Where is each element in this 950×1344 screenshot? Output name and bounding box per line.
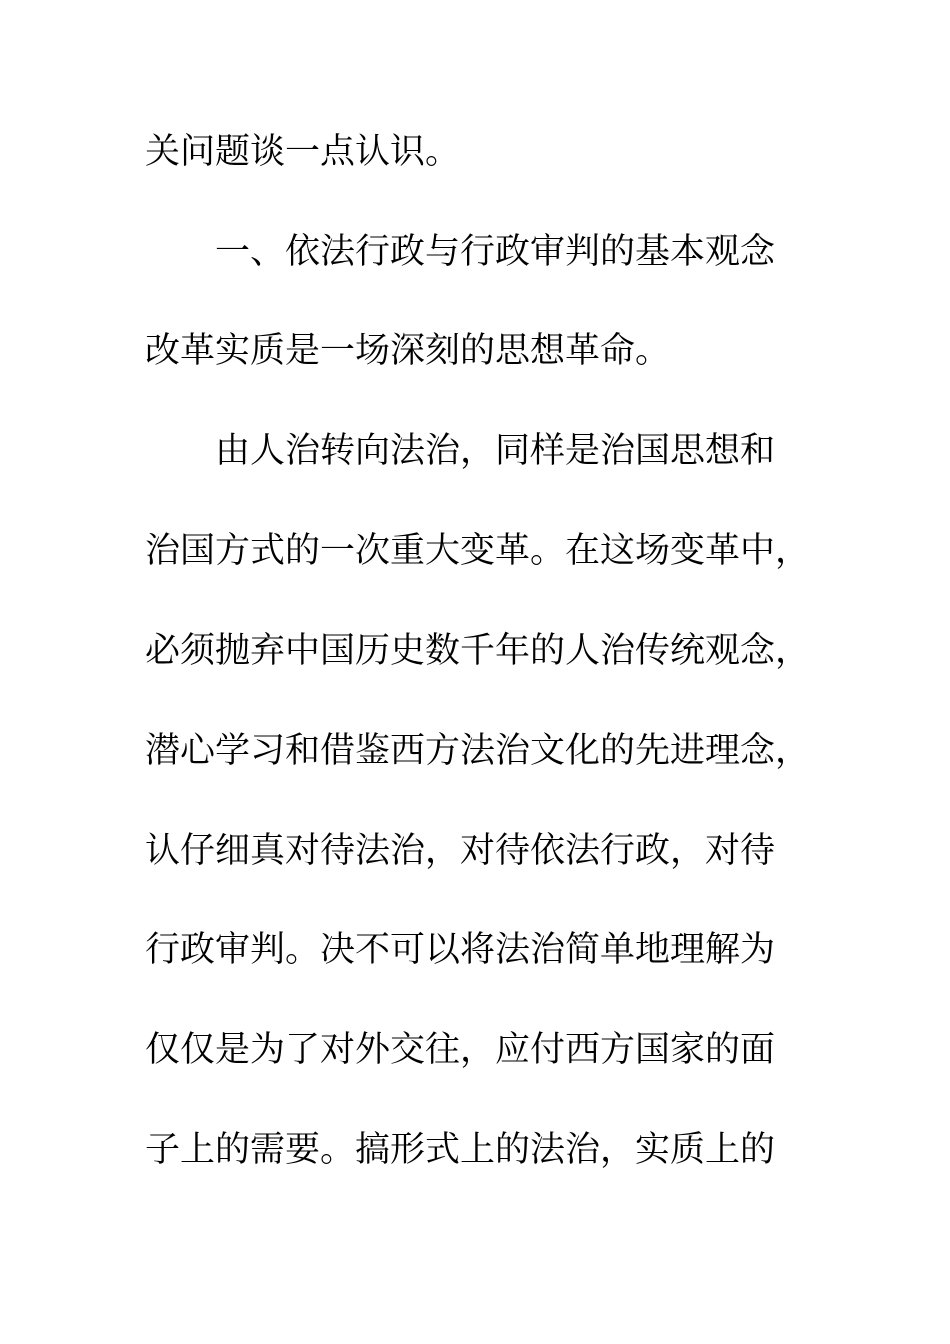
section-heading: 一、依法行政与行政审判的基本观念 [215, 232, 776, 272]
text-line: 治国方式的一次重大变革。在这场变革中， [145, 531, 811, 571]
text-line: 必须抛弃中国历史数千年的人治传统观念， [145, 631, 811, 671]
text-line: 子上的需要。搞形式上的法治，实质上的 [145, 1130, 776, 1170]
text-line: 仅仅是为了对外交往，应付西方国家的面 [145, 1030, 776, 1070]
text-line: 行政审判。决不可以将法治简单地理解为 [145, 930, 776, 970]
text-line: 认仔细真对待法治，对待依法行政，对待 [145, 831, 776, 871]
text-line: 潜心学习和借鉴西方法治文化的先进理念， [145, 731, 811, 771]
text-line: 改革实质是一场深刻的思想革命。 [145, 331, 671, 371]
paragraph-start: 由人治转向法治，同样是治国思想和 [215, 431, 776, 471]
text-line: 关问题谈一点认识。 [145, 132, 461, 172]
